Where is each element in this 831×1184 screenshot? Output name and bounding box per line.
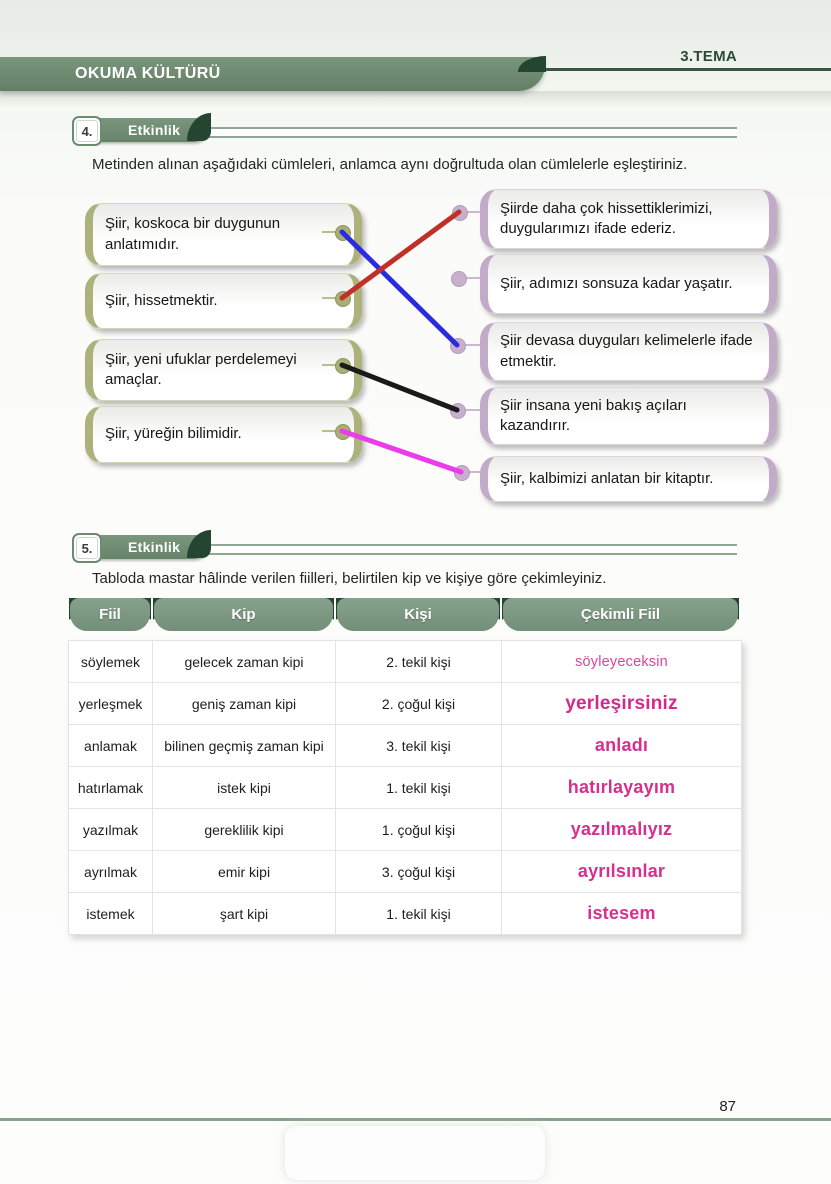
- match-left-text: Şiir, koskoca bir duygunun anlatımıdır.: [105, 215, 281, 253]
- activity5-label: Etkinlik: [128, 539, 181, 555]
- match-left-item-4: [85, 406, 362, 463]
- cell-fiil: ayrılmak: [69, 851, 153, 892]
- match-left-item-3: [85, 339, 362, 401]
- match-left-item-1: [85, 203, 362, 266]
- activity4-instruction: Metinden alınan aşağıdaki cümleleri, anlamca aynı doğrultuda olan cümlelerle eşleştiriniz.: [92, 156, 688, 173]
- section-banner: [0, 57, 545, 91]
- footer-rule: [0, 1118, 831, 1121]
- activity5-instruction: Tabloda mastar hâlinde verilen fiilleri, belirtilen kip ve kişiye göre çekimleyiniz.: [92, 570, 607, 587]
- cell-fiil: yazılmak: [69, 809, 153, 850]
- conjugation-table-header: [68, 598, 740, 636]
- match-dot-left-2: [335, 291, 351, 307]
- cell-kip: gereklilik kipi: [153, 809, 336, 850]
- activity4-number: 4.: [81, 123, 93, 139]
- match-right-text: Şiir, kalbimizi anlatan bir kitaptır.: [500, 469, 714, 487]
- cell-kisi: 1. çoğul kişi: [336, 809, 502, 850]
- match-left-text: Şiir, yeni ufuklar perdelemeyi amaçlar.: [105, 350, 297, 388]
- match-right-item-5: [480, 456, 777, 502]
- table-row: [69, 809, 741, 851]
- activity4-label: Etkinlik: [128, 122, 181, 138]
- match-dot-left-4: [335, 424, 351, 440]
- match-dot-right-5: [454, 465, 470, 481]
- table-row: [69, 767, 741, 809]
- match-left-text: Şiir, hissetmektir.: [105, 291, 218, 309]
- activity4-banner-curve: [187, 113, 211, 141]
- cell-kip: bilinen geçmiş zaman kipi: [153, 725, 336, 766]
- cell-kisi: 1. tekil kişi: [336, 893, 502, 934]
- cell-kip: gelecek zaman kipi: [153, 641, 336, 682]
- match-dot-right-2: [451, 271, 467, 287]
- header-label: Çekimli Fiil: [580, 606, 661, 623]
- activity4-rule-lines: [208, 127, 737, 138]
- header-cell-kisi: [335, 598, 501, 636]
- page-number: 87: [719, 1098, 736, 1115]
- match-right-item-4: [480, 387, 777, 445]
- cell-cekimli-answer: hatırlayayım: [567, 777, 676, 797]
- cell-kip: geniş zaman kipi: [153, 683, 336, 724]
- cell-cekimli-answer: yazılmalıyız: [570, 819, 673, 839]
- match-right-item-3: [480, 322, 777, 381]
- cell-cekimli-answer: istesem: [587, 903, 656, 923]
- table-row: [69, 725, 741, 767]
- activity5-banner-curve: [187, 530, 211, 558]
- table-row: [69, 893, 741, 934]
- match-right-item-2: [480, 254, 777, 314]
- header-cell-cekimli-fiil: [501, 598, 740, 636]
- match-dot-right-3: [450, 338, 466, 354]
- cell-cekimli-answer: ayrılsınlar: [577, 861, 666, 881]
- match-dot-left-1: [335, 225, 351, 241]
- match-right-text: Şiir insana yeni bakış açıları kazandırır.: [500, 396, 687, 434]
- activity4-number-badge: [72, 116, 102, 146]
- top-rule: [540, 68, 831, 71]
- activity5-rule-lines: [208, 544, 737, 555]
- cell-cekimli-answer: yerleşirsiniz: [565, 692, 678, 714]
- header-cell-fiil: [68, 598, 152, 636]
- match-right-text: Şiir, adımızı sonsuza kadar yaşatır.: [500, 274, 733, 292]
- table-row: [69, 851, 741, 893]
- header-label: Kişi: [404, 606, 432, 623]
- match-left-item-2: [85, 273, 362, 329]
- cell-fiil: anlamak: [69, 725, 153, 766]
- activity5-number-badge: [72, 533, 102, 563]
- header-label: Kip: [231, 606, 256, 623]
- match-dot-left-3: [335, 358, 351, 374]
- section-title: OKUMA KÜLTÜRÜ: [75, 65, 221, 82]
- header-label: Fiil: [99, 606, 121, 623]
- header-cell-kip: [152, 598, 335, 636]
- cell-kip: şart kipi: [153, 893, 336, 934]
- cell-cekimli-answer: anladı: [594, 735, 649, 755]
- cell-kisi: 2. çoğul kişi: [336, 683, 502, 724]
- cell-fiil: istemek: [69, 893, 153, 934]
- activity5-number: 5.: [81, 540, 93, 556]
- cell-kisi: 1. tekil kişi: [336, 767, 502, 808]
- table-row: [69, 683, 741, 725]
- cell-kisi: 3. tekil kişi: [336, 725, 502, 766]
- cell-kip: istek kipi: [153, 767, 336, 808]
- cell-kisi: 3. çoğul kişi: [336, 851, 502, 892]
- footer-artifact: [285, 1126, 545, 1180]
- cell-fiil: hatırlamak: [69, 767, 153, 808]
- conjugation-table-body: [68, 640, 742, 935]
- cell-fiil: söylemek: [69, 641, 153, 682]
- cell-cekimli-answer: söyleyeceksin: [575, 653, 668, 670]
- match-left-text: Şiir, yüreğin bilimidir.: [105, 425, 242, 443]
- cell-kisi: 2. tekil kişi: [336, 641, 502, 682]
- match-right-text: Şiir devasa duyguları kelimelerle ifade etmektir.: [500, 332, 753, 370]
- match-right-text: Şiirde daha çok hissettiklerimizi, duygularımızı ifade ederiz.: [500, 199, 713, 237]
- cell-kip: emir kipi: [153, 851, 336, 892]
- match-right-item-1: [480, 189, 777, 249]
- table-row: [69, 641, 741, 683]
- banner-shadow: [0, 91, 831, 107]
- cell-fiil: yerleşmek: [69, 683, 153, 724]
- match-dot-right-4: [450, 403, 466, 419]
- theme-label: 3.TEMA: [680, 48, 737, 65]
- match-dot-right-1: [452, 205, 468, 221]
